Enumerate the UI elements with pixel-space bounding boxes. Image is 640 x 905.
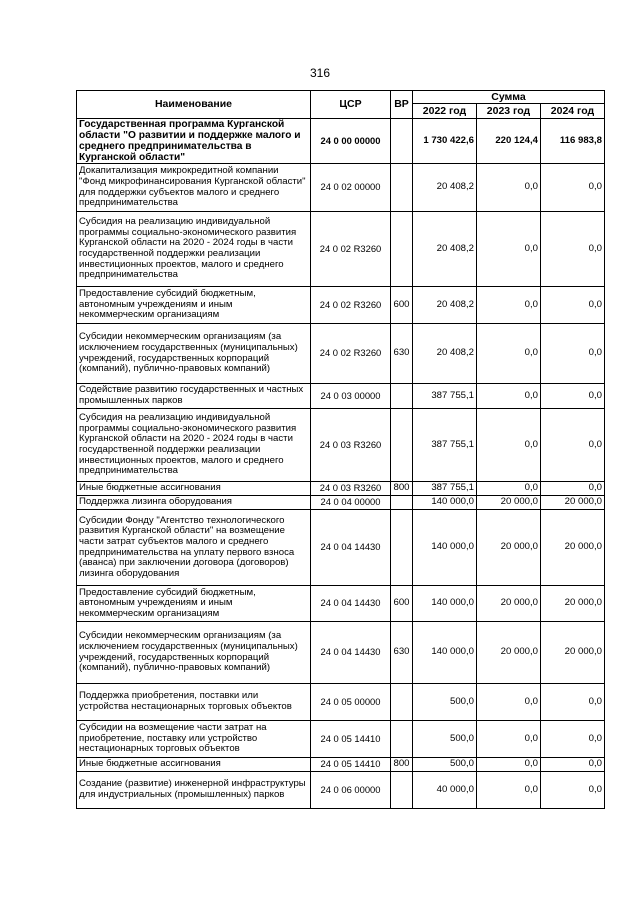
row-csr: 24 0 04 14430	[311, 586, 391, 622]
table-row	[77, 119, 605, 164]
row-name: Субсидии на возмещение части затрат на приобретение, поставку или устройство нестационарных торговых объектов	[77, 721, 311, 758]
row-vr	[391, 684, 413, 721]
row-csr: 24 0 02 R3260	[311, 287, 391, 324]
row-2023: 20 000,0	[477, 586, 541, 622]
row-name: Субсидия на реализацию индивидуальной программы социально-экономического развития Курганской области на 2020 - 2024 годы в части государственной поддержки реализации инвестиционных проектов, малого и среднего предпринимательства	[77, 409, 311, 482]
header-sum: Сумма	[413, 91, 605, 104]
table-row	[77, 510, 605, 586]
row-2022: 1 730 422,6	[413, 119, 477, 164]
row-vr: 600	[391, 586, 413, 622]
row-2022: 140 000,0	[413, 496, 477, 510]
row-2023: 0,0	[477, 721, 541, 758]
row-csr: 24 0 05 14410	[311, 721, 391, 758]
row-2023: 0,0	[477, 324, 541, 384]
table-row	[77, 287, 605, 324]
row-2022: 500,0	[413, 684, 477, 721]
row-vr	[391, 409, 413, 482]
table-row	[77, 721, 605, 758]
row-2022: 387 755,1	[413, 384, 477, 409]
table-row	[77, 622, 605, 684]
row-2024: 0,0	[541, 482, 605, 496]
table-row	[77, 482, 605, 496]
row-vr: 800	[391, 758, 413, 772]
header-vr: ВР	[391, 91, 413, 119]
row-name: Субсидии Фонду "Агентство технологического развития Курганской области" на возмещение части затрат субъектов малого и среднего предпринимательства на уплату первого взноса (аванса) при заключении договора (договоров) лизинга оборудования	[77, 510, 311, 586]
row-csr: 24 0 04 00000	[311, 496, 391, 510]
row-2022: 40 000,0	[413, 772, 477, 809]
row-2022: 500,0	[413, 721, 477, 758]
row-vr	[391, 212, 413, 287]
row-2024: 0,0	[541, 287, 605, 324]
table-row	[77, 586, 605, 622]
header-2022: 2022 год	[413, 104, 477, 119]
row-2022: 20 408,2	[413, 287, 477, 324]
table-row	[77, 684, 605, 721]
row-2024: 0,0	[541, 164, 605, 212]
page-number: 316	[309, 66, 331, 80]
row-name: Субсидия на реализацию индивидуальной программы социально-экономического развития Курганской области на 2020 - 2024 годы в части государственной поддержки реализации инвестиционных проектов, малого и среднего предпринимательства	[77, 212, 311, 287]
row-csr: 24 0 00 00000	[311, 119, 391, 164]
row-2023: 0,0	[477, 287, 541, 324]
table-row	[77, 324, 605, 384]
row-2023: 0,0	[477, 409, 541, 482]
row-2024: 0,0	[541, 684, 605, 721]
row-vr: 630	[391, 324, 413, 384]
row-2022: 20 408,2	[413, 324, 477, 384]
row-vr	[391, 496, 413, 510]
row-vr	[391, 721, 413, 758]
row-name: Предоставление субсидий бюджетным, автономным учреждениям и иным некоммерческим организациям	[77, 287, 311, 324]
row-2024: 20 000,0	[541, 622, 605, 684]
row-2023: 0,0	[477, 482, 541, 496]
row-csr: 24 0 05 14410	[311, 758, 391, 772]
table-row	[77, 384, 605, 409]
row-2024: 20 000,0	[541, 496, 605, 510]
row-2022: 387 755,1	[413, 409, 477, 482]
row-2024: 20 000,0	[541, 510, 605, 586]
header-name: Наименование	[77, 91, 311, 119]
row-csr: 24 0 02 R3260	[311, 324, 391, 384]
row-2024: 0,0	[541, 758, 605, 772]
row-name: Субсидии некоммерческим организациям (за исключением государственных (муниципальных) учреждений, государственных корпораций (компаний), публично-правовых компаний)	[77, 324, 311, 384]
row-2023: 220 124,4	[477, 119, 541, 164]
table-row	[77, 164, 605, 212]
row-csr: 24 0 04 14430	[311, 622, 391, 684]
row-vr	[391, 384, 413, 409]
row-vr: 800	[391, 482, 413, 496]
row-2024: 0,0	[541, 384, 605, 409]
row-2023: 20 000,0	[477, 622, 541, 684]
row-csr: 24 0 03 00000	[311, 384, 391, 409]
row-2022: 140 000,0	[413, 510, 477, 586]
row-2023: 0,0	[477, 164, 541, 212]
row-name: Государственная программа Курганской области "О развитии и поддержке малого и среднего предпринимательства в Курганской области"	[77, 119, 311, 164]
budget-table	[76, 90, 605, 809]
row-name: Создание (развитие) инженерной инфраструктуры для индустриальных (промышленных) парков	[77, 772, 311, 809]
table-row	[77, 212, 605, 287]
row-2024: 0,0	[541, 409, 605, 482]
table-row	[77, 409, 605, 482]
row-2022: 387 755,1	[413, 482, 477, 496]
row-2024: 0,0	[541, 721, 605, 758]
row-csr: 24 0 02 00000	[311, 164, 391, 212]
row-2024: 0,0	[541, 772, 605, 809]
row-vr	[391, 164, 413, 212]
row-csr: 24 0 03 R3260	[311, 409, 391, 482]
row-2024: 0,0	[541, 212, 605, 287]
row-vr	[391, 119, 413, 164]
row-name: Предоставление субсидий бюджетным, автономным учреждениям и иным некоммерческим организациям	[77, 586, 311, 622]
header-2024: 2024 год	[541, 104, 605, 119]
row-2022: 140 000,0	[413, 586, 477, 622]
table-row	[77, 772, 605, 809]
row-2023: 0,0	[477, 758, 541, 772]
row-vr	[391, 510, 413, 586]
row-name: Поддержка приобретения, поставки или устройства нестационарных торговых объектов	[77, 684, 311, 721]
row-2022: 500,0	[413, 758, 477, 772]
row-vr: 600	[391, 287, 413, 324]
row-2024: 0,0	[541, 324, 605, 384]
row-vr: 630	[391, 622, 413, 684]
row-2023: 20 000,0	[477, 510, 541, 586]
table-row	[77, 496, 605, 510]
row-2024: 20 000,0	[541, 586, 605, 622]
header-2023: 2023 год	[477, 104, 541, 119]
row-name: Иные бюджетные ассигнования	[77, 758, 311, 772]
row-name: Иные бюджетные ассигнования	[77, 482, 311, 496]
row-csr: 24 0 02 R3260	[311, 212, 391, 287]
row-name: Докапитализация микрокредитной компании "Фонд микрофинансирования Курганской области" для поддержки субъектов малого и среднего предпринимательства	[77, 164, 311, 212]
row-csr: 24 0 04 14430	[311, 510, 391, 586]
row-2022: 140 000,0	[413, 622, 477, 684]
row-csr: 24 0 05 00000	[311, 684, 391, 721]
row-2023: 0,0	[477, 772, 541, 809]
row-2022: 20 408,2	[413, 212, 477, 287]
row-2023: 0,0	[477, 684, 541, 721]
row-vr	[391, 772, 413, 809]
table-row	[77, 758, 605, 772]
row-csr: 24 0 06 00000	[311, 772, 391, 809]
row-csr: 24 0 03 R3260	[311, 482, 391, 496]
header-csr: ЦСР	[311, 91, 391, 119]
row-name: Содействие развитию государственных и частных промышленных парков	[77, 384, 311, 409]
row-2023: 20 000,0	[477, 496, 541, 510]
row-2023: 0,0	[477, 212, 541, 287]
row-2023: 0,0	[477, 384, 541, 409]
row-name: Субсидии некоммерческим организациям (за исключением государственных (муниципальных) учреждений, государственных корпораций (компаний), публично-правовых компаний)	[77, 622, 311, 684]
row-2022: 20 408,2	[413, 164, 477, 212]
row-name: Поддержка лизинга оборудования	[77, 496, 311, 510]
row-2024: 116 983,8	[541, 119, 605, 164]
